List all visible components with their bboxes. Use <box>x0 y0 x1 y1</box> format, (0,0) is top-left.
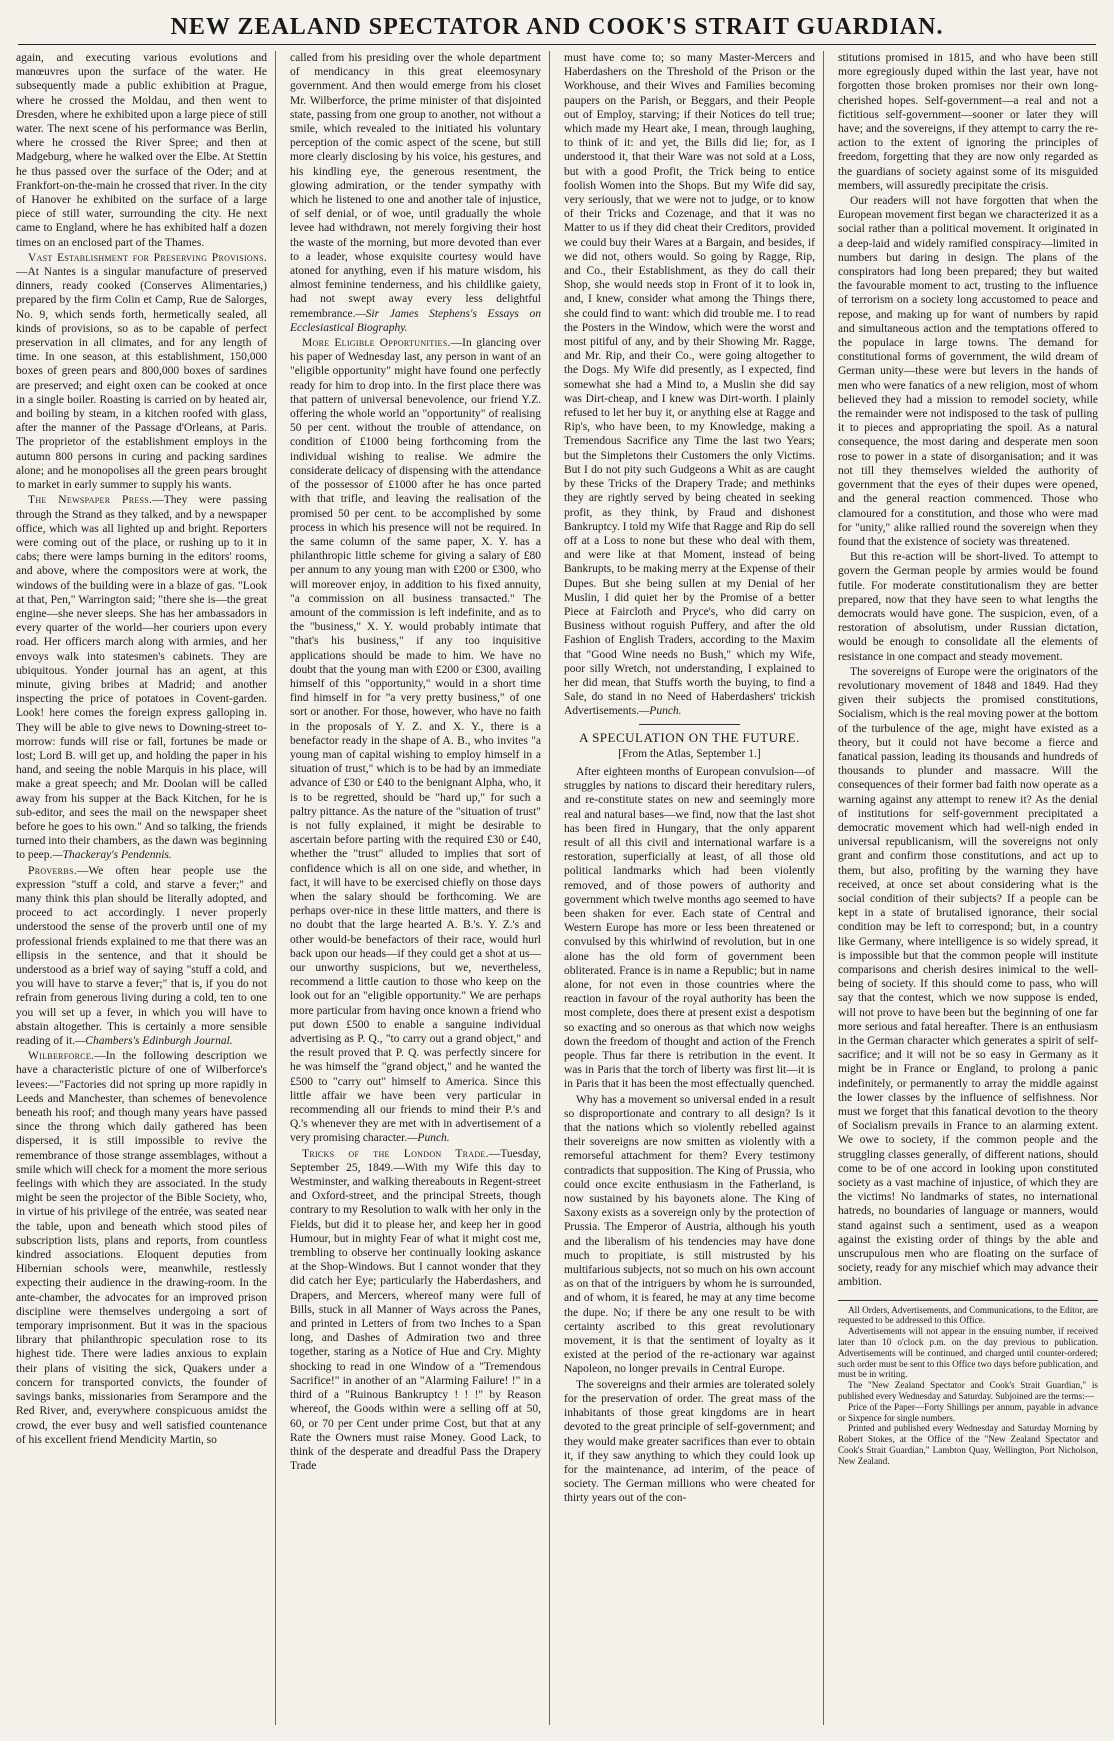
col2-source-opportunities: —Punch. <box>407 1132 450 1145</box>
col3-paragraph-1 <box>564 51 815 719</box>
columns <box>16 45 1098 1725</box>
col1-text-press: —They were passing through the Strand as they talked, and by a newspaper office, which was all lighted up and bright. Reporters were coming out of the place, or rushing up to it in cabs; there were lamps burning in the editors' rooms, and above, where the compositors were at work, the windows of the building were in a blaze of gas. "Look at that, Pen," Warrington said; "there she is—the great engine—she never sleeps. She has her ambassadors in every quarter of the world—her couriers upon every road. Her officers march along with armies, and her envoys walk into statesmen's cabinets. They are ubiquitous. Yonder journal has an agent, at this minute, giving bribes at Madrid; and another inspecting the price of potatoes in Covent-garden. Look! here comes the foreign express galloping in. They will be able to give news to Downing-street to-morrow: funds will rise or fall, fortunes be made or lost; Lord B. will get up, and holding the paper in his hand, and seeing the noble Marquis in his place, will make a great speech; and Mr. Doolan will be called away from his supper at the Back Kitchen, for he is sub-editor, and sees the mail on the newspaper sheet before he goes to his own." And so talking, the friends turned into their chambers, as the dawn was beginning to peep. <box>16 494 267 862</box>
article-source: [From the Atlas, September 1.] <box>618 747 761 760</box>
col3-paragraph-4: The sovereigns and their armies are tolerated solely for the preservation of order. The great mass of the inhabitants of those great kingdoms are in heart devoted to the great principle of self-government; and they would make greater sacrifices than ever to obtain it, if they saw anything to which they could look up for the maintenance, ad interim, of the peace of society. The German millions who were cheated for thirty years out of the con- <box>564 1378 815 1505</box>
col4-paragraph-2: Our readers will not have forgotten that when the European movement first began we characterized it as a social rather than a political movement. It originated in a deep-laid and widely ramified conspiracy—limited in numbers but daring in design. The plans of the conspirators had long been prepared; they but waited the favourable moment to act, trusting to the influence of terrorism on a society long accustomed to peace and repose, and making up for want of numbers by rapid and simultaneous action and the temptations offered to the populace in large towns. The demand for constitutional forms of government, the wild dream of German unity—these were but levers in the hands of men who were fanatics of a new religion, most of whom believed they had a mission to remodel society, while the remainder were not indisposed to the task of pulling it to pieces and appropriating the spoil. As a natural consequence, the most daring and desperate men soon rose to power in a state of disorganisation; and it was not till they themselves wielded the authority of government that the eyes of their dupes were opened, and the general reaction commenced. Those who clamoured for a constitution, and those who were mad for "unity," alike rallied round the sovereign when they found that the existence of society was threatened. <box>838 195 1098 548</box>
col1-source-press: —Thackeray's Pendennis. <box>52 849 172 862</box>
col1-paragraph-preserving <box>16 251 267 492</box>
col2-text-1: called from his presiding over the whole department of mendicancy in this great eleemosynary government. And then would emerge from his closet Mr. Wilberforce, the prime minister of that disjointed state, passing from one group to another, not without a smile, which revealed to the initiated his voluntary perception of the comic aspect of the scene, but still more clearly disclosing by his voice, his gestures, and his kindling eye, the generous resentment, the glowing admiration, or the tender sympathy with which he listened to one and another tale of injustice, of self denial, or of woe, until gradually the whole levee had withdrawn, not merely forgiving their host the waste of the morning, but more devoted than ever to a leader, whose exquisite courtesy would have atoned for anything, even if his mature wisdom, his almost feminine tenderness, and his childlike gaiety, had not swept away every less delightful remembrance. <box>290 52 541 320</box>
col3-text-1: must have come to; so many Master-Mercers and Haberdashers on the Threshold of the Prison or the Workhouse, and their Wives and Families becoming paupers on the Parish, or Beggars, and their People out of Employ, starving; if their Notices do tell true; which made my Heart ake, I mean, through laughing, to think of it: and yet, the Bills did lie; for, as I understood it, that their Ware was not sold at a Loss, but with a good Profit, the Trick being to entice foolish Women into the Shops. But my Wife did say, very seriously, that we were not to judge, or to know of their Tricks and Cozenage, and that it was no Matter to us if they did cheat their Creditors, provided we could buy their Wares at a Bargain, and besides, if we did not, others would. So going by Ragge, Rip, and Co., their Establishment, as they do call their Shop, she would needs stop in Front of it to look in, and, I knew, consider what among the Things there, she could find to want: which did trouble me. I to read the Posters in the Window, which were the worst and most pitiful of any, and by their Showing Mr. Ragge, and Mr. Rip, and their Co., were going altogether to the Dogs. My Wife did presently, as I expected, find somewhat she had a Mind to, a Muslin she did say was Dirt-cheap, and I knew was Dirt-worth. I plainly refused to let her buy it, or anything else at Ragge and Rip's, who have been, to my Knowledge, making a Tremendous Sacrifice any Time the last two Years; but the Simpletons their Customers the only Victims. But I do not pity such Gudgeons a Whit as are caught by these Tricks of the Drapery Trade; and methinks they are rightly served by being cheated in seeking profit, as they think, by Fraud and dishonest Bankruptcy. I told my Wife that Ragge and Rip do sell off at a Loss to none but these who deal with them, and were like at that Moment, instead of being Bankrupts, to be making merry at the Expense of their Dupes. But she being sullen at my Denial of her Muslin, I did quiet her by the Promise of a better Piece at Faircloth and Pryce's, who did carry on Business without roguish Puffery, and after the old Fashion of English Traders, according to the Maxim that "Good Wine needs no Bush," which my Wife, poor silly Wretch, not understanding, I explained to her did mean, that Stuffs worth the buying, to find a Sale, do stand in no Need of Haberdashers' trickish Advertisements. <box>564 52 815 718</box>
col3-source-1: —Punch. <box>639 705 682 718</box>
col1-paragraph-press <box>16 493 267 862</box>
col2-paragraph-tricks <box>290 1147 541 1474</box>
col1-paragraph-wilberforce <box>16 1049 267 1447</box>
col3-paragraph-2: After eighteen months of European convulsion—of struggles by nations to discard their hereditary rulers, and re-constitute states on new and seemingly more real and natural bases—we find, now that the last shot has been fired in Hungary, that the only apparent result of all this civil and international warfare is a restoration, superficially at least, of all those old political landmarks which had been violently removed, and of those powers of authority and government which twelve months ago seemed to have been shaken for ever. Each state of Central and Western Europe has more or less been threatened or convulsed by this whirlwind of revolution, but in one alone has the old form of government been obliterated. France is in name a Republic; but in name alone, for not even in those countries where the reaction in favour of the royal authority has been the most complete, does there at present exist a despotism so exacting and so onerous as that which now weighs down the freedom of thought and action of the French people. Thus far there is retribution in the event. It was in Paris that the torch of liberty was first lit—it is in Paris that it has been the most effectually quenched. <box>564 765 815 1091</box>
notice-line: All Orders, Advertisements, and Communications, to the Editor, are requested to be addressed to this Office. <box>838 1304 1098 1326</box>
col1-text-proverbs: —We often hear people use the expression "stuff a cold, and starve a fever;" and many think this plan should be literally adopted, and proceed to act accordingly. I never properly understood the sense of the proverb until one of my professional friends explained to me that there was an ellipsis in the sentence, and that it should be understood as a brief way of saying "stuff a cold, and you will have to starve a fever;" that is, if you do not refrain from generous living during a cold, ten to one you will set up a fever, in which you will have to abstain altogether. This is certainly a more sensible reading of it. <box>16 864 267 1048</box>
col1-text-wilberforce: —In the following description we have a characteristic picture of one of Wilberforce's levees:—"Factories did not spring up more rapidly in Leeds and Manchester, than schemes of benevolence beneath his roof; and though many years have passed since the throng which daily gathered has been dispersed, it is still impossible to revive the remembrance of those strange assemblages, without a smile which will check for a moment the more serious feelings with which they are associated. In the study might be seen the projector of the Bible Society, who, in virtue of his privilege of the entrée, was seated near the table, upon and beneath which stood piles of subscription lists, plans and reports, from countless kindred associations. Eloquent deputies from Hibernian schools were, meanwhile, restlessly expecting their audience in the drawing-room. In the ante-chamber, the advocates for an improved prison discipline were themselves undergoing a sort of temporary imprisonment. But it was in the spacious library that philanthropic speculation rose to its highest tide. There were ladies anxious to explain their plans of visiting the sick, Quakers under a concern for transported convicts, the founder of savings banks, missionaries from Serampore and the Red River, and, everywhere conspicuous amidst the crowd, the ever busy and well satisfied countenance of his excellent friend Mendicity Martin, so <box>16 1050 267 1446</box>
col4-paragraph-4: The sovereigns of Europe were the originators of the revolutionary movement of 1848 and 1849. Had they given their subjects the promised constitutions, Socialism, which is the real moving power at the bottom of the turbulence of the age, might have existed as a theory, but it could not have become a fierce and fanatical passion, leading its thousands and hundreds of thousands to plunder and massacre. Will the consequences of their former bad faith now operate as a warning against any attempt to renew it? As the denial of institutions for self-government precipitated a democratic movement which had well-nigh ended in universal republicanism, will the sovereigns not only grant and confirm those constitutions, and act up to them, but also, profiting by the warning they have received, at once set about considering what is the social condition of their subjects? If a people can be kept in a state of brutalised ignorance, their social condition may be left to correspond; but, in a country like Germany, where intelligence is so widely spread, it is impossible but that the common people will institute comparisons and cherish desires inimical to the well-being of society. If this should come to pass, who will say that the contest, which we now suppose is ended, will not prove to have been but the beginning of one far more serious and fatal hereafter. There is an enthusiasm in the German character which generates a spirit of self-sacrifice; and it will not be so easy in Germany as it might be in France or England, to prolong a panic indefinitely, or permanently to array the middle against the lower classes by the influence of selfishness. Nor must we forget that this fanatical devotion to the theory of Socialism prevails in France to an alarming extent. We owe to society, if the common people and the struggling classes generally, of different nations, should come to be of one accord in looking upon constituted society as a vast machine of injustice, of which they are the victims! No landmarks of states, no international hatreds, no boundaries of language or manners, would stand against such a sentiment, used as a weapon against the existing order of things by the able and unscrupulous men who are floating on the surface of society, ready for any mischief which may advance their ambition. <box>838 665 1098 1289</box>
col1-paragraph-proverbs <box>16 864 267 1049</box>
publication-notice <box>838 1300 1098 1467</box>
col1-lead-proverbs: Proverbs. <box>28 864 77 877</box>
col3-paragraph-3: Why has a movement so universal ended in a result so disproportionate and contrary to all design? Is it that the nations which so violently rebelled against their sovereigns are now smitten as violently with a remorseful attachment for them? Every testimony contradicts that supposition. The King of Prussia, who could once excite enthusiasm in the Fatherland, is now sustained by his bayonets alone. The King of Saxony exists as a sovereign only by the protection of Prussia. The Emperor of Austria, although his youth and the liberalism of his tendencies may have done much to propitiate, is still mistrusted by his multifarious subjects, not so much on his own account as on that of the intriguers by whom he is surrounded, and of whom, it is feared, he may at any time become the dupe. No; if there be any one result to be with certainty ascribed to this great revolutionary movement, it is that the sentiment of loyalty as it existed at the period of the re-actionary war against Napoleon, no longer prevails in Central Europe. <box>564 1093 815 1376</box>
col1-lead-preserving: Vast Establishment for Preserving Provisions. <box>28 251 267 264</box>
column-4 <box>838 51 1098 1725</box>
column-3 <box>564 51 824 1725</box>
notice-line: Printed and published every Wednesday and Saturday Morning by Robert Stokes, at the Office of the "New Zealand Spectator and Cook's Strait Guardian," Lambton Quay, Wellington, Port Nicholson, New Zealand. <box>838 1423 1098 1466</box>
col1-source-proverbs: —Chambers's Edinburgh Journal. <box>75 1035 233 1048</box>
column-1 <box>16 51 276 1725</box>
column-2 <box>290 51 550 1725</box>
notice-line: Advertisements will not appear in the ensuing number, if received later than 10 o'clock p.m. on the day previous to publication. Advertisements will be continued, and charged until counter-ordered; such order must be sent to this Office two days before publication, and must be in writing. <box>838 1326 1098 1380</box>
masthead: NEW ZEALAND SPECTATOR AND COOK'S STRAIT GUARDIAN. <box>170 14 944 40</box>
col4-paragraph-1: stitutions promised in 1815, and who have been still more egregiously duped within the last year, have not forgotten those broken promises nor their own long-cherished hopes. Self-government—a real and not a fictitious self-government—sooner or later they will have; and the sovereigns, if they attempt to carry the re-action to the extent of ignoring the principles of freedom, forgetting that they are now only regarded as the guardians of society against some of its misguided members, will assuredly precipitate the crisis. <box>838 52 1098 192</box>
col2-paragraph-1 <box>290 51 541 335</box>
col1-paragraph-1: again, and executing various evolutions and manœuvres upon the surface of the water. He subsequently made a public exhibition at Prague, where he crossed the Moldau, and then went to Dresden, where he exhibited upon a large piece of still water. The next scene of his performance was Berlin, where he crossed the River Spree; and then at Madgeburg, where he walked over the Elbe. At Stettin he thus passed over the surface of the Oder; and at Frankfort-on-the-main he crossed that river. In the city of Hanover he exhibited on the surface of a large piece of still water, surrounding the city. He next came to England, where he has exhibited half a dozen times on an enclosed part of the Thames. <box>16 52 268 249</box>
col1-lead-wilberforce: Wilberforce. <box>28 1050 95 1063</box>
col2-lead-tricks: Tricks of the London Trade. <box>302 1147 489 1160</box>
col2-text-opportunities: —In glancing over his paper of Wednesday last, any person in want of an "eligible opportunity" might have found one perfectly ready for him to drop into. In the first place there was that pattern of universal benevolence, our friend Y.Z. offering the whole world an "opportunity" of realising 50 per cent. without the trouble of attendance, on condition of £1000 being forthcoming from the individual wishing to realise. We admire the considerate delicacy of dispensing with the attendance of the possessor of £1000 after he has once parted with that trifle, and leaving the realisation of the promised 50 per cent. to be accomplished by some process in which his presence will not be required. In the same column of the same paper, X. Y. has a philanthropic little scheme for giving a salary of £80 per annum to any young man with £200 or £300, who will moreover enjoy, in addition to his fixed annuity, "a commission on all business transacted." The amount of the commission is left indefinite, and as to the "business," X. Y. would probably intimate that "that's his business," if any too inquisitive applications should be made to him. We have no doubt that the young man with £200 or £300, availing himself of this "opportunity," would in a short time find himself in for "a very pretty business," of one sort or another. For those, however, who have no faith in the proposals of Y. Z. and X. Y., there is a benefactor ready in the shape of A. B., who invites "a young man of capital wishing to employ himself in a situation of trust," which is to be had by an immediate advance of £30 or £40 to the benignant Alpha, who, it is to be regretted, should be "hard up," for such a paltry pittance. As the nature of the "situation of trust" is not fully explained, it might be desirable to ascertain before parting with the required £30 or £40, whether the "trust" alluded to implies that sort of confidence which is all on one side, and whether, in fact, it will have to be exercised chiefly on those days when the salary should be forthcoming. We are perhaps over-nice in these little matters, and there is no doubt that the large hearted A. B.'s. Y. Z.'s and other would-be benefactors of their race, would hurl back upon our heads—if they could get a shot at us—our unworthy suspicions, but we, nevertheless, recommend a little caution to those who keep on the look out for an "eligible opportunity." We are perhaps more particular from having once known a friend who put down £500 to enable a sanguine individual advertising as P. Q., "to carry out a grand object," and the result proved that P. Q. was perfectly sincere for he was himself the "grand object," and he wanted the £500 to "carry out" himself to America. Since this little affair we have been very particular in recommending all our friends to mind their P.'s and Q.'s whenever they are met with in advertisement of a very promising character. <box>290 337 541 1145</box>
notice-line: The "New Zealand Spectator and Cook's Strait Guardian," is published every Wednesday and Saturday. Subjoined are the terms:— <box>838 1380 1098 1402</box>
article-divider <box>639 724 739 725</box>
col1-text-preserving: —At Nantes is a singular manufacture of preserved dinners, ready cooked (Conserves Alimentaries,) prepared by the firm Colin et Camp, Rue de Salorges, No. 9, which sends forth, hermetically sealed, all kinds of provisions, so as to be capable of perfect preservation in all climates, and for any length of time. In one season, at this establishment, 150,000 boxes of green pears and 800,000 boxes of sardines are preserved; and eight oxen can be cooked at once in a single boiler. Roasting is carried on by heated air, and boiling by steam, in a kitchen roofed with glass, after the manner of the Passage d'Orleans, at Paris. The proprietor of the establishment employs in the autumn 800 persons in curing and packing sardines alone; and he monopolises all the green pears brought to market in early summer to supply his wants. <box>16 266 267 492</box>
col2-lead-opportunities: More Eligible Opportunities. <box>302 337 451 350</box>
col4-paragraph-3: But this re-action will be short-lived. To attempt to govern the German people by armies would be found futile. For moderate constitutionalism they are better prepared, now that they have seen to what lengths the democrats would have gone. The suspicion, even, of a restoration of absolutism, under Russian dictation, would be enough to consolidate all the elements of resistance in one compact and steady movement. <box>838 551 1098 663</box>
col2-paragraph-opportunities <box>290 336 541 1146</box>
col2-text-tricks: —Tuesday, September 25, 1849.—With my Wife this day to Westminster, and walking thereabouts in Regent-street and Oxford-street, and the principal Streets, though contrary to my Resolution to walk with her only in the Fields, but did it to please her, and keep her in good Humour, but in mighty Fear of what it might cost me, trembling to observe her continually looking askance at the Shop-Windows. But I cannot wonder that they did catch her Eye; particularly the Haberdashers, and Drapers, and Mercers, whereof many were full of Bills, stuck in all Manner of Ways across the Panes, and printed in Letters of from two Inches to a Span long, and Dashes of Admiration two and three together, staring as a Notice of Hue and Cry. Mighty shocking to read in one Window of a "Tremendous Sacrifice!" in another of an "Alarming Failure! !" in a third of a "Ruinous Bankruptcy ! ! !" by Reason whereof, the Goods within were a selling off at 50, 60, or 70 per Cent under prime Cost, but that at any Rate the Owners must raise Money. Good Lack, to think of the desperate and dreadful Pass the Drapery Trade <box>290 1147 541 1473</box>
col1-lead-press: The Newspaper Press. <box>28 494 153 507</box>
notice-line: Price of the Paper—Forty Shillings per annum, payable in advance or Sixpence for single numbers. <box>838 1401 1098 1423</box>
article-title: A SPECULATION ON THE FUTURE. <box>579 729 800 745</box>
col2-source-1: —Sir James Stephens's Essays on Ecclesiastical Biography. <box>290 307 541 334</box>
